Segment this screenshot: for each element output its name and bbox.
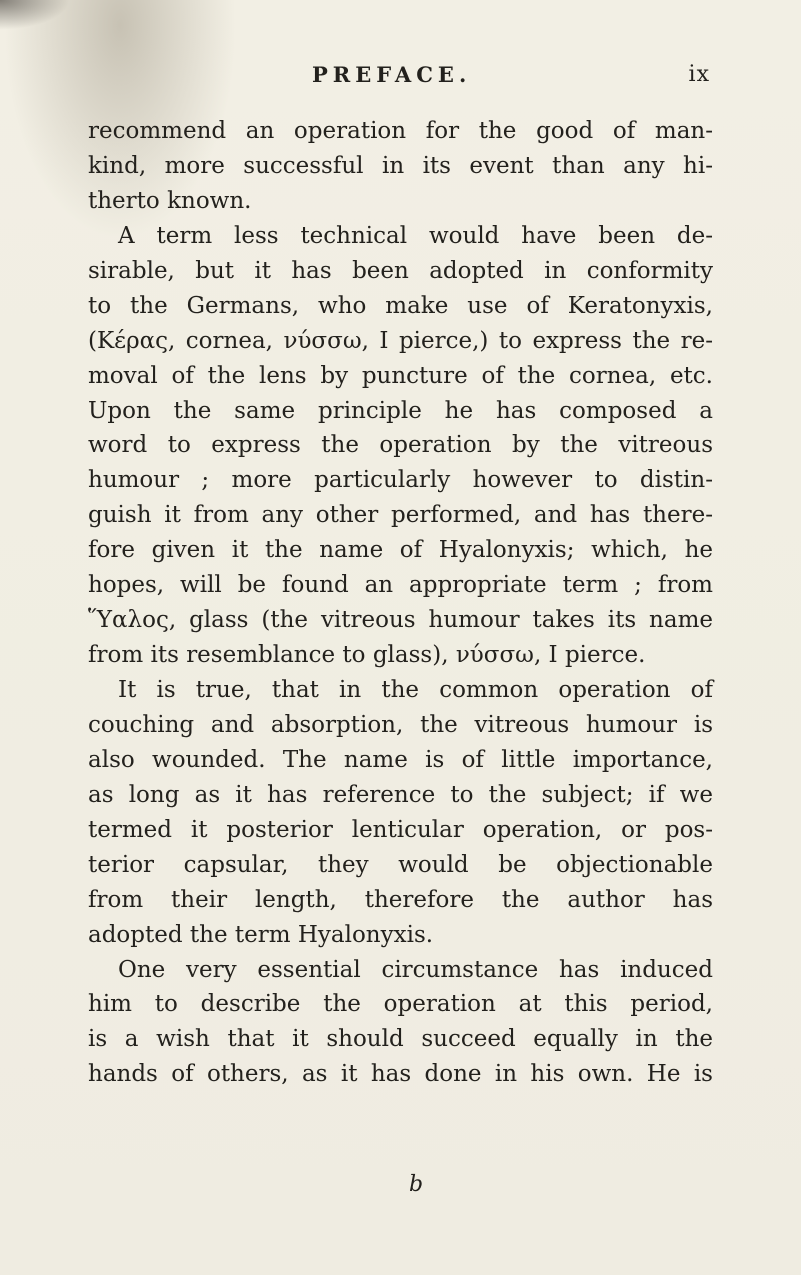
text-line: recommend an operation for the good of man- (88, 118, 713, 144)
text-line: sirable, but it has been adopted in conformity (88, 257, 713, 284)
text-line: couching and absorption, the vitreous humour is (88, 711, 713, 738)
running-title: PREFACE. (312, 62, 472, 87)
text-line: termed it posterior lenticular operation, or pos- (88, 816, 713, 843)
text-line: him to describe the operation at this period, (88, 991, 713, 1018)
text-line: adopted the term Hyalonyxis. (88, 921, 434, 948)
text-line: fore given it the name of Hyalonyxis; which, he (88, 537, 713, 564)
text-line: kind, more successful in its event than any hi- (88, 152, 713, 179)
text-line: hopes, will be found an appropriate term ; from (88, 572, 713, 599)
text-line: humour ; more particularly however to distin- (88, 467, 713, 494)
text-line: from their length, therefore the author has (88, 886, 713, 913)
text-line: (Κέρας, cornea, νύσσω, I pierce,) to express the re- (88, 327, 713, 354)
text-line: hands of others, as it has done in his own. He is (88, 1061, 713, 1088)
text-line: as long as it has reference to the subject; if we (88, 781, 713, 808)
body-text (88, 114, 713, 1092)
text-line: guish it from any other performed, and has there- (88, 502, 713, 529)
text-line: Ὕαλος, glass (the vitreous humour takes its name (88, 607, 713, 634)
text-line: One very essential circumstance has induced (118, 956, 713, 983)
text-line: terior capsular, they would be objectionable (88, 851, 713, 878)
text-line: It is true, that in the common operation of (118, 677, 713, 703)
text-line: therto known. (88, 187, 252, 214)
text-line: Upon the same principle he has composed a (88, 397, 713, 424)
text-line: word to express the operation by the vitreous (88, 432, 713, 459)
page-number: ix (688, 62, 710, 87)
text-line: is a wish that it should succeed equally in the (88, 1026, 713, 1053)
text-line: moval of the lens by puncture of the cornea, etc. (88, 362, 713, 389)
text-line: from its resemblance to glass), νύσσω, I pierce. (88, 642, 646, 669)
text-line: A term less technical would have been de- (118, 222, 713, 249)
page-corner-stain (0, 0, 70, 30)
text-line: to the Germans, who make use of Keratonyxis, (88, 292, 713, 319)
page-header (300, 62, 710, 92)
signature-mark: b (409, 1172, 424, 1197)
text-line: also wounded. The name is of little importance, (88, 746, 713, 773)
